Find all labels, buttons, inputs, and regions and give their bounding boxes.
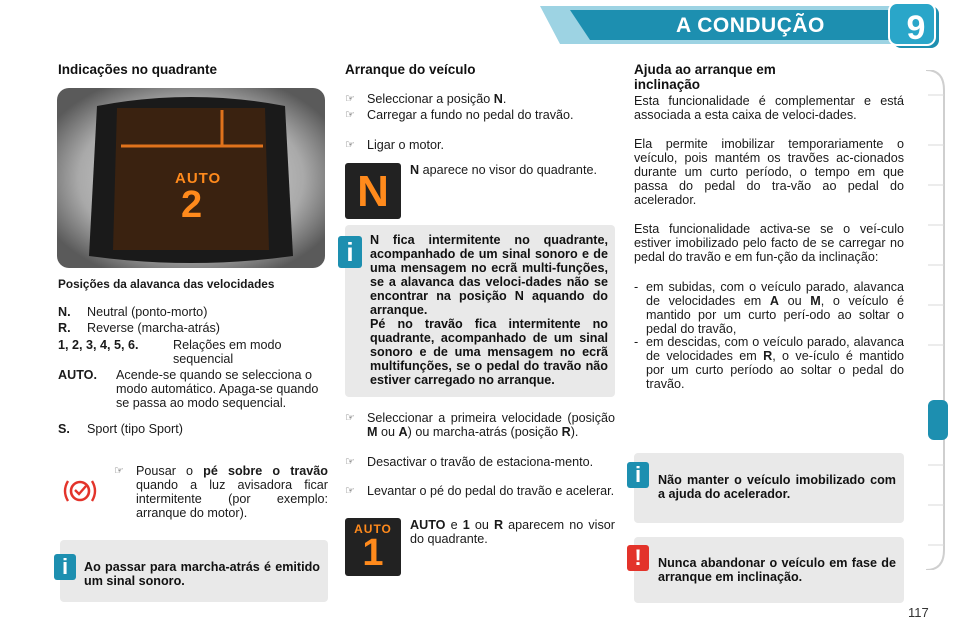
instrument-display-photo <box>57 88 325 268</box>
paragraph: Ela permite imobilizar temporariamente o veículo, pois mantém os travões ac-cionados durante um curto período, o tempo em que passa do pedal do tra-vão ao pedal do acelerador. <box>634 137 904 207</box>
section-title-hill-start: Ajuda ao arranque em inclinação <box>634 62 776 92</box>
paragraph: Esta funcionalidade é complementar e está associada a esta caixa de veloci-dades. <box>634 94 904 122</box>
section-title-start: Arranque do veículo <box>345 62 476 77</box>
brake-note: ☞ Pousar o pé sobre o travão quando a luz avisadora ficar intermitente (por exemplo: arranque do motor). <box>114 464 329 520</box>
legend-value: Reverse (marcha-atrás) <box>87 321 220 335</box>
info-box-text: Ao passar para marcha-atrás é emitido um sinal sonoro. <box>84 560 320 588</box>
n-note: N aparece no visor do quadrante. <box>410 163 597 177</box>
warning-box-text: Nunca abandonar o veículo em fase de arranque em inclinação. <box>658 556 896 584</box>
page-number: 117 <box>908 605 929 620</box>
info-box-text: N fica intermitente no quadrante, acompanhado de um sinal sonoro e de uma mensagem no ecrã multi-funções, se a alavanca das veloci-dades não se encontrar na posição N aquando do arranque. <box>370 233 608 317</box>
warning-icon: ! <box>627 545 649 571</box>
info-icon: i <box>54 554 76 580</box>
list-item: ☞ Levantar o pé do pedal do travão e acelerar. <box>345 484 615 498</box>
info-box-text: Pé no travão fica intermitente no quadrante, acompanhado de um sinal sonoro e de uma mensagem no ecrã multifunções, se o pedal do travão não estiver carregado no arranque. <box>370 317 608 387</box>
legend-key: R. <box>58 321 71 335</box>
legend-key: 1, 2, 3, 4, 5, 6. <box>58 338 139 352</box>
display-gear-number: 2 <box>181 184 203 226</box>
info-icon: i <box>338 236 362 268</box>
list-item: ☞ Carregar a fundo no pedal do travão. <box>345 108 574 122</box>
legend-key: N. <box>58 305 71 319</box>
legend-value: Acende-se quando se selecciona o modo automático. Apaga-se quando se passa ao modo sequencial. <box>116 368 319 410</box>
paragraph: Esta funcionalidade activa-se se o veí-culo estiver imobilizado pelo facto de se carregar no pedal do travão e em fun-ção da inclinação: <box>634 222 904 264</box>
brake-warning-icon <box>60 477 100 505</box>
dash-list-item: - em subidas, com o veículo parado, alavanca de velocidades em A ou M, o veículo é mantido por um curto perí-odo ao soltar o pedal do travão, <box>634 280 904 336</box>
info-box-text: Não manter o veículo imobilizado com a ajuda do acelerador. <box>658 473 896 501</box>
legend-key: S. <box>58 422 70 436</box>
chapter-tab-strip <box>926 70 948 570</box>
n-display-image: N <box>345 163 401 219</box>
photo-caption: Posições da alavanca das velocidades <box>58 277 275 291</box>
legend-value: Neutral (ponto-morto) <box>87 305 208 319</box>
dash-list-item: - em descidas, com o veículo parado, alavanca de velocidades em R, o ve-ículo é mantido por um curto período ao soltar o pedal do travão. <box>634 335 905 391</box>
auto-note: AUTO e 1 ou R aparecem no visor do quadrante. <box>410 518 615 546</box>
legend-value: Relações em modo sequencial <box>173 338 282 366</box>
legend-value: Sport (tipo Sport) <box>87 422 183 436</box>
chapter-number: 9 <box>906 9 926 47</box>
list-item: ☞ Seleccionar a posição N. <box>345 92 507 106</box>
list-item: ☞ Ligar o motor. <box>345 138 445 152</box>
section-title-dashboard: Indicações no quadrante <box>58 62 218 77</box>
info-icon: i <box>627 462 649 488</box>
auto1-display-image: AUTO 1 <box>345 518 401 576</box>
chapter-title: A CONDUÇÃO <box>676 14 825 37</box>
list-item: ☞ Seleccionar a primeira velocidade (posição M ou A) ou marcha-atrás (posição R). <box>345 411 615 439</box>
legend-key: AUTO. <box>58 368 97 382</box>
list-item: ☞ Desactivar o travão de estaciona-mento. <box>345 455 594 469</box>
display-auto-text: AUTO <box>175 170 222 187</box>
